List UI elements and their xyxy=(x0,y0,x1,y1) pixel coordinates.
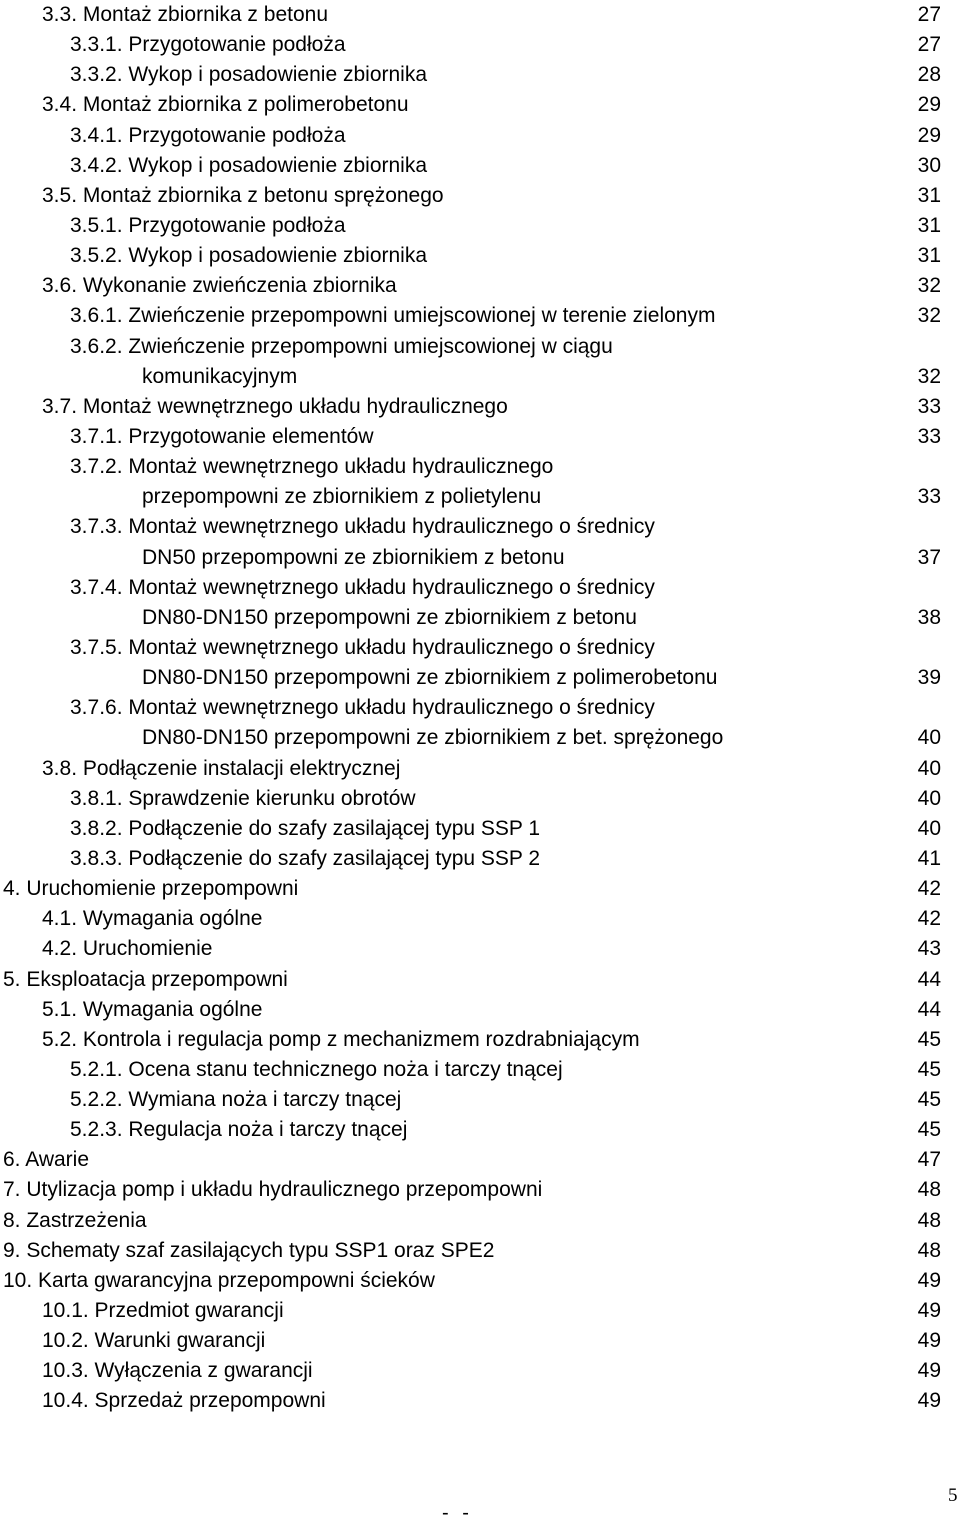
toc-entry[interactable] xyxy=(0,271,960,301)
toc-entry-page-number: 48 xyxy=(917,1178,941,1202)
toc-entry-title xyxy=(0,693,960,723)
toc-entry-title xyxy=(0,90,960,120)
toc-entry-title xyxy=(0,1386,960,1416)
toc-entry-title xyxy=(0,1145,960,1175)
toc-entry[interactable] xyxy=(0,934,960,964)
toc-entry[interactable] xyxy=(0,301,960,331)
toc-entry[interactable] xyxy=(0,1175,960,1205)
toc-entry[interactable] xyxy=(0,512,960,572)
toc-entry-page-number: 27 xyxy=(917,3,941,26)
toc-entry-text: 10.1. Przedmiot gwarancji xyxy=(42,1299,284,1323)
toc-entry-text: 10.3. Wyłączenia z gwarancji xyxy=(42,1359,313,1383)
toc-entry[interactable] xyxy=(0,965,960,995)
toc-entry[interactable] xyxy=(0,1236,960,1266)
toc-entry-text: komunikacyjnym xyxy=(142,364,298,388)
toc-entry-title xyxy=(0,392,960,422)
toc-entry-page-number: 45 xyxy=(917,1088,941,1112)
toc-entry-text: 3.8.1. Sprawdzenie kierunku obrotów xyxy=(70,786,416,810)
toc-entry-page-number: 39 xyxy=(917,666,941,690)
toc-entry-page-number: 32 xyxy=(917,274,941,298)
toc-entry[interactable] xyxy=(0,211,960,241)
toc-entry-title xyxy=(0,1266,960,1296)
toc-entry-title xyxy=(0,512,960,542)
toc-entry-page-number: 33 xyxy=(917,394,941,418)
toc-entry[interactable] xyxy=(0,1115,960,1145)
toc-entry[interactable] xyxy=(0,633,960,693)
toc-entry-title xyxy=(0,1055,960,1085)
toc-entry-page-number: 48 xyxy=(917,1208,941,1232)
toc-entry-page-number: 44 xyxy=(917,997,941,1021)
toc-entry-title xyxy=(0,1296,960,1326)
toc-entry-text: 5.2. Kontrola i regulacja pomp z mechanizmem rozdrabniającym xyxy=(42,1027,640,1051)
toc-entry-title xyxy=(0,0,960,30)
toc-entry-page-number: 49 xyxy=(917,1268,941,1292)
toc-entry-title xyxy=(0,30,960,60)
toc-entry-title xyxy=(0,1206,960,1236)
toc-entry[interactable] xyxy=(0,904,960,934)
toc-entry[interactable] xyxy=(0,1386,960,1416)
toc-entry-text: 3.8. Podłączenie instalacji elektrycznej xyxy=(42,756,401,780)
toc-entry-text: 3.4.2. Wykop i posadowienie zbiornika xyxy=(70,153,428,177)
toc-entry-title xyxy=(0,241,960,271)
toc-entry-text: 5.2.1. Ocena stanu technicznego noża i tarczy tnącej xyxy=(70,1057,563,1081)
toc-entry-title xyxy=(0,1175,960,1205)
toc-entry[interactable] xyxy=(0,1055,960,1085)
toc-entry-text: 9. Schematy szaf zasilających typu SSP1 oraz SPE2 xyxy=(3,1238,495,1262)
toc-entry-title-continued xyxy=(0,663,960,693)
toc-entry[interactable] xyxy=(0,1206,960,1236)
toc-entry-text: 8. Zastrzeżenia xyxy=(3,1208,147,1232)
toc-entry-title xyxy=(0,121,960,151)
toc-entry-page-number: 42 xyxy=(917,907,941,931)
toc-entry-text: 10.4. Sprzedaż przepompowni xyxy=(42,1389,326,1413)
toc-entry-text: 3.3. Montaż zbiornika z betonu xyxy=(42,3,329,26)
toc-entry[interactable] xyxy=(0,151,960,181)
toc-entry-text: 3.5.1. Przygotowanie podłoża xyxy=(70,213,346,237)
toc-entry-title-continued xyxy=(0,362,960,392)
toc-entry-text: 3.7. Montaż wewnętrznego układu hydraulicznego xyxy=(42,394,508,418)
footer-mark: - - xyxy=(442,1502,473,1524)
toc-entry-title xyxy=(0,1025,960,1055)
toc-entry-page-number: 40 xyxy=(917,816,941,840)
toc-entry-text: DN50 przepompowni ze zbiornikiem z betonu xyxy=(142,545,565,569)
toc-entry-page-number: 47 xyxy=(917,1148,941,1172)
toc-entry-text: 4. Uruchomienie przepompowni xyxy=(3,877,299,901)
toc-entry-title xyxy=(0,60,960,90)
toc-entry[interactable] xyxy=(0,784,960,814)
toc-entry-title-continued xyxy=(0,482,960,512)
toc-entry[interactable] xyxy=(0,422,960,452)
toc-entry-text: 10.2. Warunki gwarancji xyxy=(42,1329,266,1353)
toc-entry[interactable] xyxy=(0,1356,960,1386)
toc-entry-text: 5.2.3. Regulacja noża i tarczy tnącej xyxy=(70,1118,408,1142)
toc-entry-page-number: 38 xyxy=(917,605,941,629)
toc-entry-title xyxy=(0,452,960,482)
toc-entry[interactable] xyxy=(0,573,960,633)
toc-entry-page-number: 44 xyxy=(917,967,941,991)
toc-entry[interactable] xyxy=(0,241,960,271)
toc-entry-title xyxy=(0,814,960,844)
toc-entry-title xyxy=(0,181,960,211)
toc-entry-text: 3.8.3. Podłączenie do szafy zasilającej typu SSP 2 xyxy=(70,846,541,870)
toc-entry-page-number: 49 xyxy=(917,1329,941,1353)
toc-entry-text: 10. Karta gwarancyjna przepompowni ścieków xyxy=(3,1268,435,1292)
toc-entry-page-number: 32 xyxy=(917,304,941,328)
toc-entry[interactable] xyxy=(0,452,960,512)
toc-entry-text: 3.7.1. Przygotowanie elementów xyxy=(70,424,374,448)
toc-entry-page-number: 40 xyxy=(917,726,941,750)
toc-entry[interactable] xyxy=(0,1296,960,1326)
toc-entry-text: 5. Eksploatacja przepompowni xyxy=(3,967,288,991)
toc-entry-page-number: 45 xyxy=(917,1118,941,1142)
toc-entry-text: 7. Utylizacja pomp i układu hydraulicznego przepompowni xyxy=(3,1178,543,1202)
toc-entry-text: DN80-DN150 przepompowni ze zbiornikiem z bet. sprężonego xyxy=(142,726,724,750)
toc-entry-title xyxy=(0,1236,960,1266)
toc-entry-title xyxy=(0,754,960,784)
toc-entry-page-number: 31 xyxy=(917,213,941,237)
page-number: 5 xyxy=(948,1485,958,1506)
toc-entry[interactable] xyxy=(0,1266,960,1296)
toc-entry-text: 3.7.5. Montaż wewnętrznego układu hydraulicznego o średnicy xyxy=(70,635,655,659)
toc-entry-text: przepompowni ze zbiornikiem z polietylenu xyxy=(142,485,542,509)
toc-entry-page-number: 32 xyxy=(917,364,941,388)
toc-entry[interactable] xyxy=(0,693,960,753)
toc-entry-text: 3.7.6. Montaż wewnętrznego układu hydraulicznego o średnicy xyxy=(70,696,655,720)
toc-entry[interactable] xyxy=(0,181,960,211)
toc-entry-text: 3.6. Wykonanie zwieńczenia zbiornika xyxy=(42,274,397,298)
toc-entry-title xyxy=(0,965,960,995)
toc-entry-page-number: 33 xyxy=(917,485,941,509)
toc-entry-title xyxy=(0,211,960,241)
toc-entry-title xyxy=(0,1326,960,1356)
toc-entry[interactable] xyxy=(0,1326,960,1356)
toc-entry-text: 3.7.4. Montaż wewnętrznego układu hydraulicznego o średnicy xyxy=(70,575,655,599)
toc-entry-title xyxy=(0,422,960,452)
toc-entry-title xyxy=(0,633,960,663)
toc-entry-page-number: 48 xyxy=(917,1238,941,1262)
toc-entry-text: 3.5.2. Wykop i posadowienie zbiornika xyxy=(70,244,428,268)
toc-entry[interactable] xyxy=(0,332,960,392)
toc-entry-text: 3.6.2. Zwieńczenie przepompowni umiejscowionej w ciągu xyxy=(70,334,613,358)
toc-entry-title xyxy=(0,301,960,331)
toc-entry-text: DN80-DN150 przepompowni ze zbiornikiem z betonu xyxy=(142,605,637,629)
toc-entry-page-number: 42 xyxy=(917,877,941,901)
toc-entry-title-continued xyxy=(0,723,960,753)
toc-entry-page-number: 49 xyxy=(917,1359,941,1383)
toc-entry-title xyxy=(0,151,960,181)
toc-entry-text: 3.5. Montaż zbiornika z betonu sprężonego xyxy=(42,183,444,207)
toc-entry-page-number: 43 xyxy=(917,937,941,961)
toc-entry[interactable] xyxy=(0,1085,960,1115)
toc-entry-title xyxy=(0,874,960,904)
toc-entry[interactable] xyxy=(0,60,960,90)
toc-entry-text: 3.7.3. Montaż wewnętrznego układu hydraulicznego o średnicy xyxy=(70,515,655,539)
toc-entry-title xyxy=(0,784,960,814)
toc-entry-text: 4.2. Uruchomienie xyxy=(42,937,213,961)
toc-entry-page-number: 49 xyxy=(917,1299,941,1323)
toc-entry-page-number: 31 xyxy=(917,183,941,207)
toc-entry-text: 5.2.2. Wymiana noża i tarczy tnącej xyxy=(70,1088,402,1112)
toc-entry-page-number: 37 xyxy=(917,545,941,569)
toc-entry-text: 5.1. Wymagania ogólne xyxy=(42,997,263,1021)
toc-entry-page-number: 27 xyxy=(917,33,941,57)
toc-entry-page-number: 40 xyxy=(917,786,941,810)
toc-entry[interactable] xyxy=(0,30,960,60)
toc-entry[interactable] xyxy=(0,844,960,874)
toc-entry-page-number: 31 xyxy=(917,244,941,268)
toc-entry[interactable] xyxy=(0,874,960,904)
toc-entry-text: 3.8.2. Podłączenie do szafy zasilającej typu SSP 1 xyxy=(70,816,541,840)
toc-entry-text: 3.6.1. Zwieńczenie przepompowni umiejscowionej w terenie zielonym xyxy=(70,304,716,328)
toc-entry-page-number: 45 xyxy=(917,1027,941,1051)
toc-entry-text: DN80-DN150 przepompowni ze zbiornikiem z polimerobetonu xyxy=(142,666,718,690)
toc-entry[interactable] xyxy=(0,814,960,844)
toc-entry-title xyxy=(0,995,960,1025)
toc-entry-text: 3.3.1. Przygotowanie podłoża xyxy=(70,33,346,57)
toc-entry-page-number: 40 xyxy=(917,756,941,780)
toc-entry-page-number: 28 xyxy=(917,63,941,87)
toc-entry-title xyxy=(0,332,960,362)
toc-entry-text: 3.3.2. Wykop i posadowienie zbiornika xyxy=(70,63,428,87)
toc-entry-title xyxy=(0,1356,960,1386)
toc-entry-text: 6. Awarie xyxy=(3,1148,89,1172)
toc-entry-text: 3.4. Montaż zbiornika z polimerobetonu xyxy=(42,93,409,117)
toc-entry[interactable] xyxy=(0,754,960,784)
toc-entry-title-continued xyxy=(0,543,960,573)
toc-entry[interactable] xyxy=(0,995,960,1025)
toc-entry-page-number: 29 xyxy=(917,93,941,117)
toc-entry-page-number: 30 xyxy=(917,153,941,177)
toc-entry-page-number: 45 xyxy=(917,1057,941,1081)
toc-entry[interactable] xyxy=(0,1145,960,1175)
toc-entry[interactable] xyxy=(0,121,960,151)
toc-entry-text: 3.7.2. Montaż wewnętrznego układu hydraulicznego xyxy=(70,455,554,479)
toc-entry[interactable] xyxy=(0,0,960,30)
toc-entry-title xyxy=(0,934,960,964)
toc-entry-title xyxy=(0,573,960,603)
toc-entry-text: 4.1. Wymagania ogólne xyxy=(42,907,263,931)
toc-entry-title-continued xyxy=(0,603,960,633)
toc-entry-page-number: 29 xyxy=(917,123,941,147)
toc-entry[interactable] xyxy=(0,90,960,120)
toc-entry-page-number: 41 xyxy=(917,846,941,870)
toc-entry[interactable] xyxy=(0,392,960,422)
toc-entry-text: 3.4.1. Przygotowanie podłoża xyxy=(70,123,346,147)
toc-entry-page-number: 49 xyxy=(917,1389,941,1413)
toc-entry-title xyxy=(0,271,960,301)
toc-entry-title xyxy=(0,1115,960,1145)
toc-entry-page-number: 33 xyxy=(917,424,941,448)
toc-entry[interactable] xyxy=(0,1025,960,1055)
toc-entry-title xyxy=(0,1085,960,1115)
toc-entry-title xyxy=(0,844,960,874)
toc-entry-title xyxy=(0,904,960,934)
